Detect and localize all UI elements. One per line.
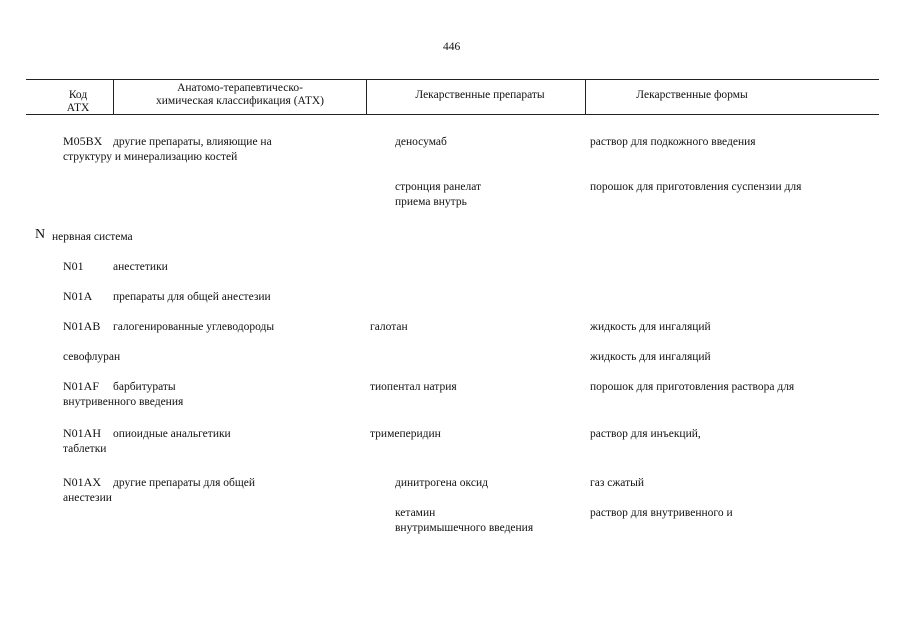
row-description-continued: анестезии [63,492,112,504]
row-description-continued: структуру и минерализацию костей [63,151,238,163]
row-form: раствор для подкожного введения [590,136,756,148]
row-description-continued: таблетки [63,443,107,455]
row-description: другие препараты для общей [113,477,255,489]
row-description: галогенированные углеводороды [113,321,275,333]
row-code: M05BX [63,134,103,148]
row-drug: тиопентал натрия [370,381,457,393]
row-drug-continued: внутримышечного введения [395,522,534,534]
page-number: 446 [443,41,461,53]
row-form: раствор для инъекций, [590,428,701,440]
header-code [48,89,108,115]
row-code: N01AX [63,475,101,489]
header-forms: Лекарственные формы [636,89,748,101]
row-drug: тримеперидин [370,428,441,440]
row-code: N01AH [63,426,101,440]
header-divider-3 [585,79,586,114]
row-description: другие препараты, влияющие на [113,136,272,148]
row-form: порошок для приготовления суспензии для [590,181,802,193]
row-description: опиоидные анальгетики [113,428,231,440]
row-form: жидкость для ингаляций [590,351,711,363]
header-drugs: Лекарственные препараты [415,89,545,101]
header-bottom-rule [26,114,879,115]
row-code: N01AF [63,379,100,393]
header-classification [120,82,360,108]
row-form: раствор для внутривенного и [590,507,733,519]
row-description: анестетики [113,261,168,273]
row-description: барбитураты [113,381,176,393]
row-form: жидкость для ингаляций [590,321,711,333]
row-description: нервная система [52,231,133,243]
row-description: препараты для общей анестезии [113,291,271,303]
row-description: севофлуран [63,351,121,363]
row-code: N [35,227,46,242]
row-code: N01A [63,289,93,303]
row-drug: деносумаб [395,136,447,148]
header-divider-1 [113,79,114,114]
header-classification-line2: химическая классификация (АТХ) [156,95,324,107]
row-drug: динитрогена оксид [395,477,488,489]
header-code-line1: Код [68,89,88,101]
row-form: газ сжатый [590,477,645,489]
row-drug: кетамин [395,507,436,519]
row-drug: галотан [370,321,408,333]
header-code-line2: АТХ [66,102,90,114]
row-form: порошок для приготовления раствора для [590,381,795,393]
header-top-rule [26,79,879,80]
row-code: N01 [63,259,84,273]
header-divider-2 [366,79,367,114]
row-code: N01AB [63,319,101,333]
row-drug-continued: приема внутрь [395,196,467,208]
header-classification-line1: Анатомо-терапевтическо- [177,82,303,94]
row-description-continued: внутривенного введения [63,396,184,408]
row-drug: стронция ранелат [395,181,482,193]
